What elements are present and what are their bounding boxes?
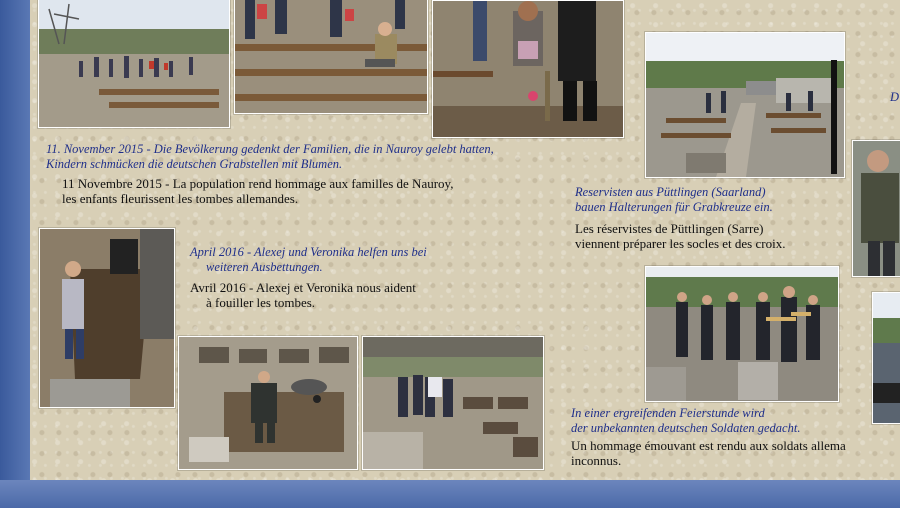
photo-man-portrait [852,140,900,277]
caption-april-de-line2: weiteren Ausbettungen. [206,260,323,274]
photo-crowd-field [38,0,230,128]
caption-april-fr [190,280,416,310]
bottom-frame [0,480,900,508]
caption-reservists-de-line2: bauen Halterungen für Grabkreuze ein. [575,200,773,214]
caption-april-de-line1: April 2016 - Alexej und Veronika helfen uns bei [190,245,427,259]
caption-ceremony-fr-line2: inconnus. [571,453,622,468]
edge-fragment-text: D [890,90,900,104]
caption-november-de-line2: Kindern schmücken die deutschen Grabstellen mit Blumen. [46,157,343,171]
caption-reservists-de-line1: Reservisten aus Püttlingen (Saarland) [575,185,766,199]
photo-excavation-pit [39,228,175,408]
caption-ceremony-fr [571,438,846,468]
caption-november-fr-line2: les enfants fleurissent les tombes allemandes. [62,191,299,206]
caption-november-de [46,142,494,172]
caption-reservists-fr-line1: Les réservistes de Püttlingen (Sarre) [575,221,764,236]
caption-april-fr-line1: Avril 2016 - Alexej et Veronika nous aident [190,280,416,295]
photo-girl-flowers [432,0,624,138]
collage-page [30,0,900,480]
caption-reservists-de [575,185,773,215]
photo-children-kneeling [234,0,428,114]
caption-november-fr-line1: 11 Novembre 2015 - La population rend hommage aux familles de Nauroy, [62,176,454,191]
caption-ceremony-de-line1: In einer ergreifenden Feierstunde wird [571,406,765,420]
black-post [831,60,837,174]
caption-april-de [190,245,427,275]
caption-reservists-fr-line2: viennent préparer les socles et des croix. [575,236,786,251]
caption-ceremony-de-line2: der unbekannten deutschen Soldaten gedacht. [571,421,801,435]
photo-cemetery-workers [645,32,845,178]
photo-edge [872,292,900,424]
caption-april-fr-line2: à fouiller les tombes. [206,295,316,310]
photo-site-workers [362,336,544,470]
photo-man-in-trench [178,336,358,470]
caption-ceremony-de [571,406,800,436]
caption-reservists-fr [575,221,785,251]
left-frame [0,0,30,508]
caption-ceremony-fr-line1: Un hommage émouvant est rendu aux soldats allema [571,438,846,453]
photo-brass-ceremony [645,266,839,402]
caption-november-fr [62,176,453,206]
caption-november-de-line1: 11. November 2015 - Die Bevölkerung gedenkt der Familien, die in Nauroy gelebt hatten, [46,142,494,156]
